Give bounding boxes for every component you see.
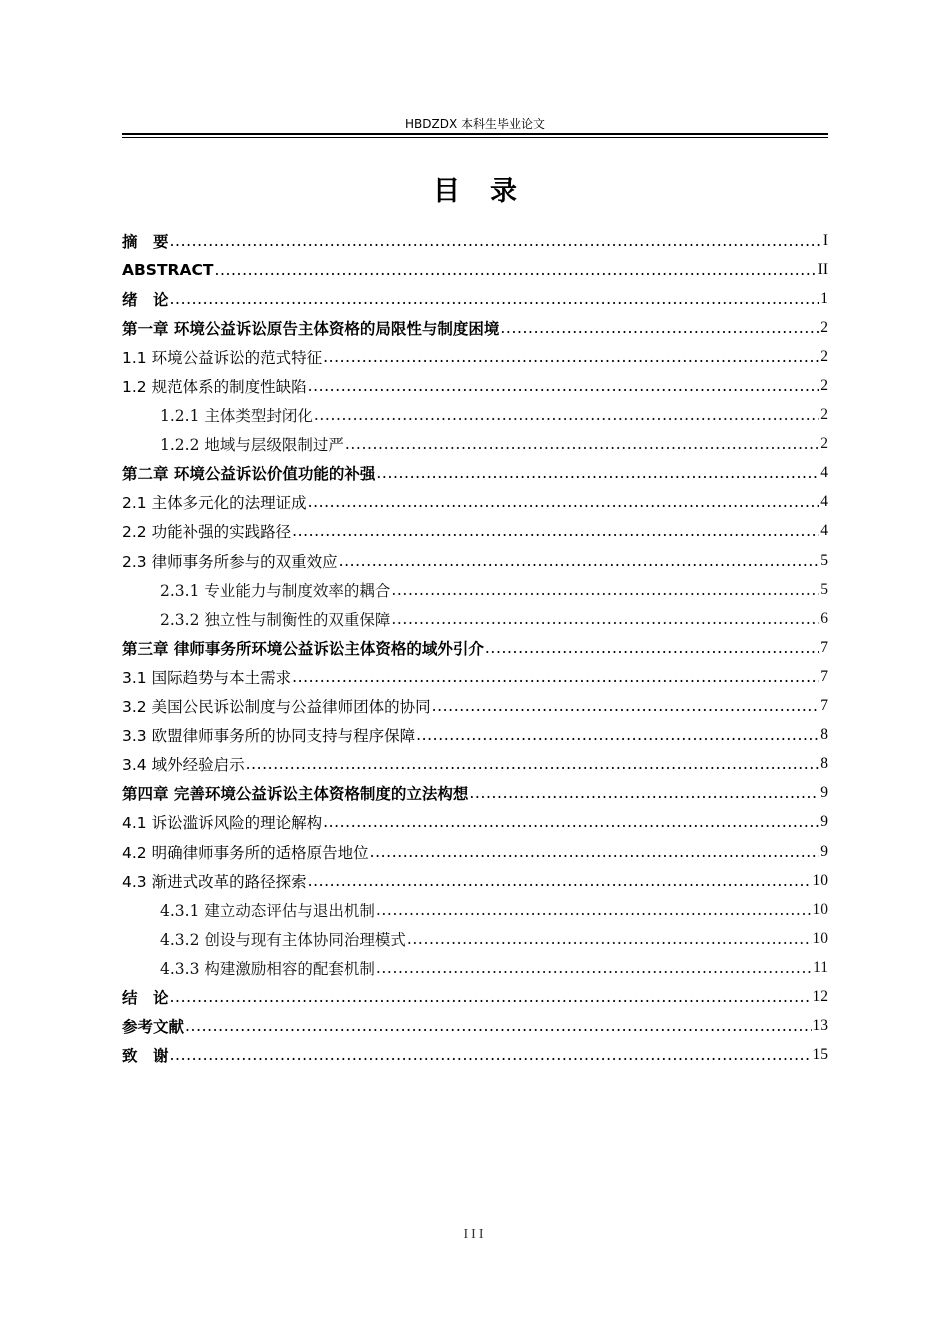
running-header: HBDZDX 本科生毕业论文 — [405, 117, 545, 131]
toc-leader-dots — [407, 930, 812, 948]
toc-leader-dots — [170, 988, 812, 1006]
toc-entry-label: 第四章 完善环境公益诉讼主体资格制度的立法构想 — [122, 785, 469, 804]
toc-entry[interactable] — [122, 517, 828, 546]
toc-entry-label: 第二章 环境公益诉讼价值功能的补强 — [122, 465, 376, 484]
toc-entry-page: 5 — [820, 580, 828, 598]
header-rule-thin — [122, 137, 828, 138]
toc-leader-dots — [376, 959, 812, 977]
toc-entry[interactable] — [122, 255, 828, 284]
toc-entry[interactable] — [122, 662, 828, 691]
toc-entry[interactable] — [122, 604, 828, 633]
toc-entry[interactable] — [122, 866, 828, 895]
toc-entry[interactable] — [122, 779, 828, 808]
toc-entry-page: 4 — [820, 493, 828, 511]
toc-entry-label: 2.1 主体多元化的法理证成 — [122, 494, 307, 513]
toc-leader-dots — [323, 348, 819, 366]
toc-leader-dots — [500, 319, 819, 337]
toc-leader-dots — [170, 1046, 812, 1064]
toc-leader-dots — [170, 232, 822, 250]
toc-entry-page: 15 — [812, 1046, 828, 1064]
toc-leader-dots — [345, 435, 819, 453]
toc-entry-page: 8 — [820, 755, 828, 773]
toc-entry[interactable] — [122, 401, 828, 430]
toc-leader-dots — [432, 697, 820, 715]
toc-leader-dots — [308, 493, 820, 511]
toc-entry-label: 2.3.2 独立性与制衡性的双重保障 — [160, 610, 391, 629]
toc-entry-page: II — [817, 260, 828, 278]
toc-entry[interactable] — [122, 371, 828, 400]
toc-entry-label: 3.2 美国公民诉讼制度与公益律师团体的协同 — [122, 698, 431, 717]
toc-leader-dots — [391, 581, 819, 599]
toc-entry-label: 1.2.1 主体类型封闭化 — [160, 407, 313, 426]
toc-entry[interactable] — [122, 1012, 828, 1041]
toc-entry-page: 7 — [820, 667, 828, 685]
toc-entry-page: 11 — [813, 958, 828, 976]
toc-entry[interactable] — [122, 633, 828, 662]
toc-leader-dots — [246, 755, 820, 773]
toc-entry[interactable] — [122, 342, 828, 371]
toc-entry-page: I — [822, 231, 828, 249]
toc-entry-label: 2.3 律师事务所参与的双重效应 — [122, 552, 338, 571]
toc-entry[interactable] — [122, 692, 828, 721]
toc-leader-dots — [314, 406, 819, 424]
toc-entry-page: 4 — [820, 522, 828, 540]
toc-entry-label: 2.3.1 专业能力与制度效率的耦合 — [160, 581, 391, 600]
toc-entry-page: 7 — [820, 638, 828, 656]
toc-entry-label: 4.1 诉讼滥诉风险的理论解构 — [122, 814, 323, 833]
toc-entry-label: 4.2 明确律师事务所的适格原告地位 — [122, 843, 369, 862]
toc-leader-dots — [391, 610, 819, 628]
toc-leader-dots — [292, 668, 819, 686]
toc-entry-page: 12 — [812, 987, 828, 1005]
toc-leader-dots — [376, 464, 819, 482]
toc-entry[interactable] — [122, 575, 828, 604]
toc-entry[interactable] — [122, 430, 828, 459]
toc-entry-label: 第三章 律师事务所环境公益诉讼主体资格的域外引介 — [122, 639, 484, 658]
toc-entry[interactable] — [122, 808, 828, 837]
page-number: III — [463, 1227, 487, 1242]
toc-leader-dots — [485, 639, 819, 657]
toc-leader-dots — [308, 377, 820, 395]
toc-entry[interactable] — [122, 1041, 828, 1070]
toc-entry[interactable] — [122, 459, 828, 488]
toc-entry-label: 致 谢 — [122, 1047, 169, 1066]
toc-entry[interactable] — [122, 284, 828, 313]
header-rule-thick — [122, 133, 828, 135]
toc-entry-label: 1.2.2 地域与层级限制过严 — [160, 436, 344, 455]
table-of-contents — [122, 226, 828, 1070]
toc-leader-dots — [376, 901, 812, 919]
toc-leader-dots — [370, 843, 820, 861]
toc-entry-page: 9 — [820, 784, 828, 802]
toc-leader-dots — [185, 1017, 811, 1035]
page-title: 目录 — [433, 176, 547, 207]
toc-entry-page: 5 — [820, 551, 828, 569]
toc-leader-dots — [170, 290, 820, 308]
toc-entry-page: 8 — [820, 726, 828, 744]
toc-entry-page: 10 — [812, 929, 828, 947]
toc-entry-label: 2.2 功能补强的实践路径 — [122, 523, 292, 542]
toc-entry-page: 1 — [820, 289, 828, 307]
toc-entry-page: 2 — [820, 347, 828, 365]
toc-leader-dots — [469, 784, 819, 802]
toc-entry-page: 2 — [820, 435, 828, 453]
toc-entry[interactable] — [122, 982, 828, 1011]
toc-leader-dots — [339, 552, 820, 570]
toc-entry-label: 第一章 环境公益诉讼原告主体资格的局限性与制度困境 — [122, 319, 500, 338]
toc-entry-page: 2 — [820, 377, 828, 395]
toc-leader-dots — [416, 726, 819, 744]
toc-entry-label: 4.3.1 建立动态评估与退出机制 — [160, 901, 375, 920]
toc-entry-page: 2 — [820, 318, 828, 336]
toc-entry-label: 4.3.2 创设与现有主体协同治理模式 — [160, 930, 406, 949]
toc-entry-label: 1.2 规范体系的制度性缺陷 — [122, 378, 307, 397]
toc-leader-dots — [214, 261, 816, 279]
toc-entry-page: 2 — [820, 406, 828, 424]
toc-entry-label: 3.1 国际趋势与本土需求 — [122, 668, 292, 687]
toc-entry-page: 10 — [812, 871, 828, 889]
toc-entry[interactable] — [122, 488, 828, 517]
toc-entry-label: 摘 要 — [122, 232, 169, 251]
toc-entry-page: 7 — [820, 697, 828, 715]
toc-entry[interactable] — [122, 895, 828, 924]
toc-entry[interactable] — [122, 313, 828, 342]
toc-entry-page: 10 — [812, 900, 828, 918]
toc-entry[interactable] — [122, 837, 828, 866]
toc-entry-page: 13 — [812, 1017, 828, 1035]
toc-entry-label: 3.4 域外经验启示 — [122, 756, 245, 775]
toc-entry-label: ABSTRACT — [122, 260, 214, 279]
toc-entry-page: 4 — [820, 464, 828, 482]
toc-entry-label: 结 论 — [122, 988, 169, 1007]
toc-leader-dots — [308, 872, 812, 890]
toc-entry-page: 6 — [820, 609, 828, 627]
toc-entry-label: 4.3 渐进式改革的路径探索 — [122, 872, 307, 891]
toc-entry[interactable] — [122, 721, 828, 750]
toc-entry-label: 参考文献 — [122, 1018, 185, 1037]
toc-entry-page: 9 — [820, 813, 828, 831]
toc-entry-page: 9 — [820, 842, 828, 860]
toc-entry[interactable] — [122, 226, 828, 255]
toc-entry[interactable] — [122, 546, 828, 575]
toc-entry[interactable] — [122, 750, 828, 779]
toc-leader-dots — [292, 522, 819, 540]
toc-entry-label: 3.3 欧盟律师事务所的协同支持与程序保障 — [122, 727, 416, 746]
toc-leader-dots — [323, 813, 819, 831]
toc-entry-label: 1.1 环境公益诉讼的范式特征 — [122, 348, 323, 367]
toc-entry[interactable] — [122, 953, 828, 982]
toc-entry[interactable] — [122, 924, 828, 953]
toc-entry-label: 4.3.3 构建激励相容的配套机制 — [160, 959, 375, 978]
toc-entry-label: 绪 论 — [122, 290, 169, 309]
